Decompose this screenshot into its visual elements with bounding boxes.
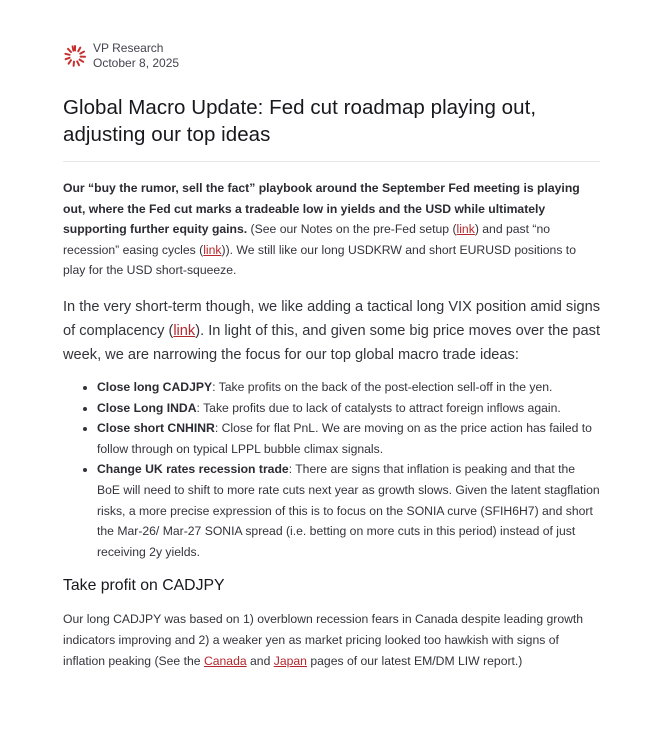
idea-label: Close long CADJPY [97, 379, 213, 394]
intro-bold-text: Our “buy the rumor, sell the fact” playbook around the September Fed meeting is playing out, where the Fed cut marks a tradeable low in yields and the USD while ultimately supporting further equity gains. [63, 181, 580, 237]
list-item [97, 398, 600, 419]
section-text-3: pages of our latest EM/DM LIW report.) [306, 653, 523, 668]
intro-text-1: (See our Notes on the pre-Fed setup ( [247, 222, 457, 237]
page-title: Global Macro Update: Fed cut roadmap playing out, adjusting our top ideas [63, 96, 537, 146]
section-paragraph [63, 609, 600, 671]
idea-label: Close short CNHINR [97, 421, 215, 436]
trade-ideas-list [63, 377, 600, 562]
vix-link[interactable]: link [173, 322, 196, 339]
intro-text-3: )). We still like our long USDKRW and short EURUSD positions to play for the USD short-squeeze. [63, 242, 576, 278]
idea-text: : There are signs that inflation is peaking and that the BoE will need to shift to more rate cuts next year as growth slows. Given the latent stagflation risks, a more precise expression of this is to focus on the SONIA curve (SFIH6H7) and short the Mar-26/ Mar-27 SONIA spread (i.e. betting on more cuts in this period) instead of just receiving 2y yields. [97, 462, 600, 559]
easing-cycles-link[interactable]: link [203, 242, 222, 257]
title-divider [63, 161, 600, 162]
list-item [97, 418, 600, 459]
intro-text-2: ) and past “no recession” easing cycles ( [63, 222, 551, 257]
section-text-1: Our long CADJPY was based on 1) overblown recession fears in Canada despite leading growth indicators improving and 2) a weaker yen as market pricing looked too hawkish with signs of inflation peaking (See the [63, 612, 584, 668]
idea-text: : Take profits on the back of the post-election sell-off in the yen. [212, 379, 553, 394]
byline-text [93, 41, 179, 71]
org-name: VP Research [93, 41, 164, 55]
japan-link[interactable]: Japan [273, 653, 307, 668]
sunburst-logo-icon [63, 44, 87, 68]
idea-label: Close Long INDA [97, 400, 197, 415]
section-text-2: and [246, 653, 274, 668]
lead-paragraph [63, 295, 600, 367]
intro-paragraph [63, 178, 600, 281]
idea-text: : Take profits due to lack of catalysts to attract foreign inflows again. [196, 400, 561, 415]
canada-link[interactable]: Canada [203, 653, 247, 668]
list-item [97, 459, 600, 562]
publish-date: October 8, 2025 [93, 56, 180, 70]
article [63, 40, 600, 671]
list-item [97, 377, 600, 398]
idea-label: Change UK rates recession trade [97, 462, 289, 477]
lead-text-1: In the very short-term though, we like adding a tactical long VIX position amid signs of complacency ( [63, 298, 601, 339]
lead-text-2: ). In light of this, and given some big price moves over the past week, we are narrowing the focus for our top global macro trade ideas: [63, 322, 600, 363]
idea-text: : Close for flat PnL. We are moving on as the price action has failed to follow through on typical LPPL bubble climax signals. [97, 421, 592, 456]
byline [63, 40, 600, 72]
pre-fed-setup-link[interactable]: link [456, 222, 475, 237]
section-heading: Take profit on CADJPY [63, 577, 225, 595]
